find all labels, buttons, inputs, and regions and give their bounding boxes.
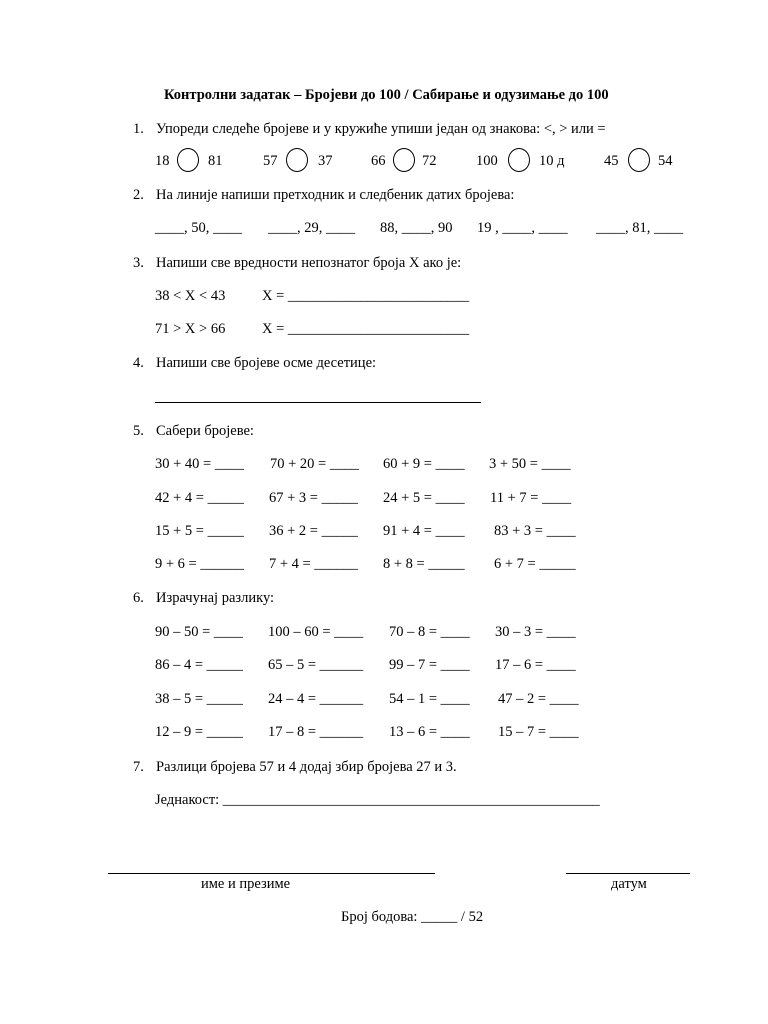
q6-expr: 47 – 2 = ____ [498, 691, 579, 707]
q7-number: 7. [133, 759, 144, 775]
q6-expr: 17 – 8 = ______ [268, 724, 364, 740]
q2-item-3: 88, ____, 90 [380, 220, 453, 236]
q3-answer-line-2[interactable]: X = _________________________ [262, 321, 470, 337]
q5-expr: 70 + 20 = ____ [270, 456, 359, 472]
q1-answer-circle-5[interactable] [628, 148, 650, 172]
q5-number: 5. [133, 423, 144, 439]
date-label: датум [611, 876, 647, 892]
q2-number: 2. [133, 187, 144, 203]
q6-expr: 90 – 50 = ____ [155, 624, 243, 640]
q5-text: Сабери бројеве: [156, 423, 254, 439]
q5-expr: 11 + 7 = ____ [490, 490, 572, 506]
q1-pair-2-left: 57 [263, 153, 278, 169]
q1-pair-4-right: 10 д [539, 153, 565, 169]
q1-pair-5-left: 45 [604, 153, 619, 169]
q1-pair-1-right: 81 [208, 153, 223, 169]
q1-pair-2-right: 37 [318, 153, 333, 169]
q6-text: Израчунај разлику: [156, 590, 275, 606]
q6-expr: 54 – 1 = ____ [389, 691, 470, 707]
q5-expr: 24 + 5 = ____ [383, 490, 465, 506]
q6-expr: 70 – 8 = ____ [389, 624, 470, 640]
q5-expr: 60 + 9 = ____ [383, 456, 465, 472]
q3-condition-2: 71 > X > 66 [155, 321, 226, 337]
name-signature-line[interactable] [108, 873, 435, 874]
q2-text: На линије напиши претходник и следбеник датих бројева: [156, 187, 515, 203]
q2-item-5: ____, 81, ____ [596, 220, 683, 236]
name-label: име и презиме [201, 876, 291, 892]
q4-number: 4. [133, 355, 144, 371]
q1-answer-circle-1[interactable] [177, 148, 199, 172]
q6-expr: 65 – 5 = ______ [268, 657, 364, 673]
q1-pair-3-right: 72 [422, 153, 437, 169]
q2-item-2: ____, 29, ____ [268, 220, 355, 236]
date-line[interactable] [566, 873, 690, 874]
q5-expr: 36 + 2 = _____ [269, 523, 358, 539]
q5-expr: 7 + 4 = ______ [269, 556, 358, 572]
q5-expr: 8 + 8 = _____ [383, 556, 465, 572]
q6-expr: 12 – 9 = _____ [155, 724, 243, 740]
q6-expr: 100 – 60 = ____ [268, 624, 364, 640]
q1-pair-3-left: 66 [371, 153, 386, 169]
q1-pair-5-right: 54 [658, 153, 673, 169]
q1-number: 1. [133, 121, 144, 137]
q6-expr: 30 – 3 = ____ [495, 624, 576, 640]
q7-equation-line[interactable]: Једнакост: ____________________________________________________ [155, 792, 600, 808]
q1-text: Упореди следеће бројеве и у кружиће упиши један од знакова: <, > или = [156, 121, 606, 137]
q1-pair-4-left: 100 [476, 153, 498, 169]
q7-text: Разлици бројева 57 и 4 додај збир бројева 27 и 3. [156, 759, 457, 775]
q3-text: Напиши све вредности непознатог броја X ако је: [156, 255, 462, 271]
q5-expr: 30 + 40 = ____ [155, 456, 244, 472]
q3-answer-line-1[interactable]: X = _________________________ [262, 288, 470, 304]
q3-number: 3. [133, 255, 144, 271]
q3-condition-1: 38 < X < 43 [155, 288, 226, 304]
q4-text: Напиши све бројеве осме десетице: [156, 355, 377, 371]
q6-expr: 38 – 5 = _____ [155, 691, 243, 707]
q5-expr: 83 + 3 = ____ [494, 523, 576, 539]
q4-answer-line[interactable] [155, 402, 481, 403]
q6-number: 6. [133, 590, 144, 606]
q1-pair-1-left: 18 [155, 153, 170, 169]
q5-expr: 67 + 3 = _____ [269, 490, 358, 506]
q6-expr: 86 – 4 = _____ [155, 657, 243, 673]
q5-expr: 42 + 4 = _____ [155, 490, 244, 506]
q5-expr: 3 + 50 = ____ [489, 456, 571, 472]
q6-expr: 99 – 7 = ____ [389, 657, 470, 673]
q6-expr: 24 – 4 = ______ [268, 691, 364, 707]
q5-expr: 6 + 7 = _____ [494, 556, 576, 572]
q1-answer-circle-3[interactable] [393, 148, 415, 172]
q6-expr: 15 – 7 = ____ [498, 724, 579, 740]
page-title: Контролни задатак – Бројеви до 100 / Сабирање и одузимање до 100 [164, 87, 609, 103]
q2-item-4: 19 , ____, ____ [477, 220, 568, 236]
q1-answer-circle-2[interactable] [286, 148, 308, 172]
q5-expr: 91 + 4 = ____ [383, 523, 465, 539]
q5-expr: 9 + 6 = ______ [155, 556, 244, 572]
score-line: Број бодова: _____ / 52 [341, 909, 484, 925]
q6-expr: 17 – 6 = ____ [495, 657, 576, 673]
q1-answer-circle-4[interactable] [508, 148, 530, 172]
q6-expr: 13 – 6 = ____ [389, 724, 470, 740]
q2-item-1: ____, 50, ____ [155, 220, 242, 236]
q5-expr: 15 + 5 = _____ [155, 523, 244, 539]
